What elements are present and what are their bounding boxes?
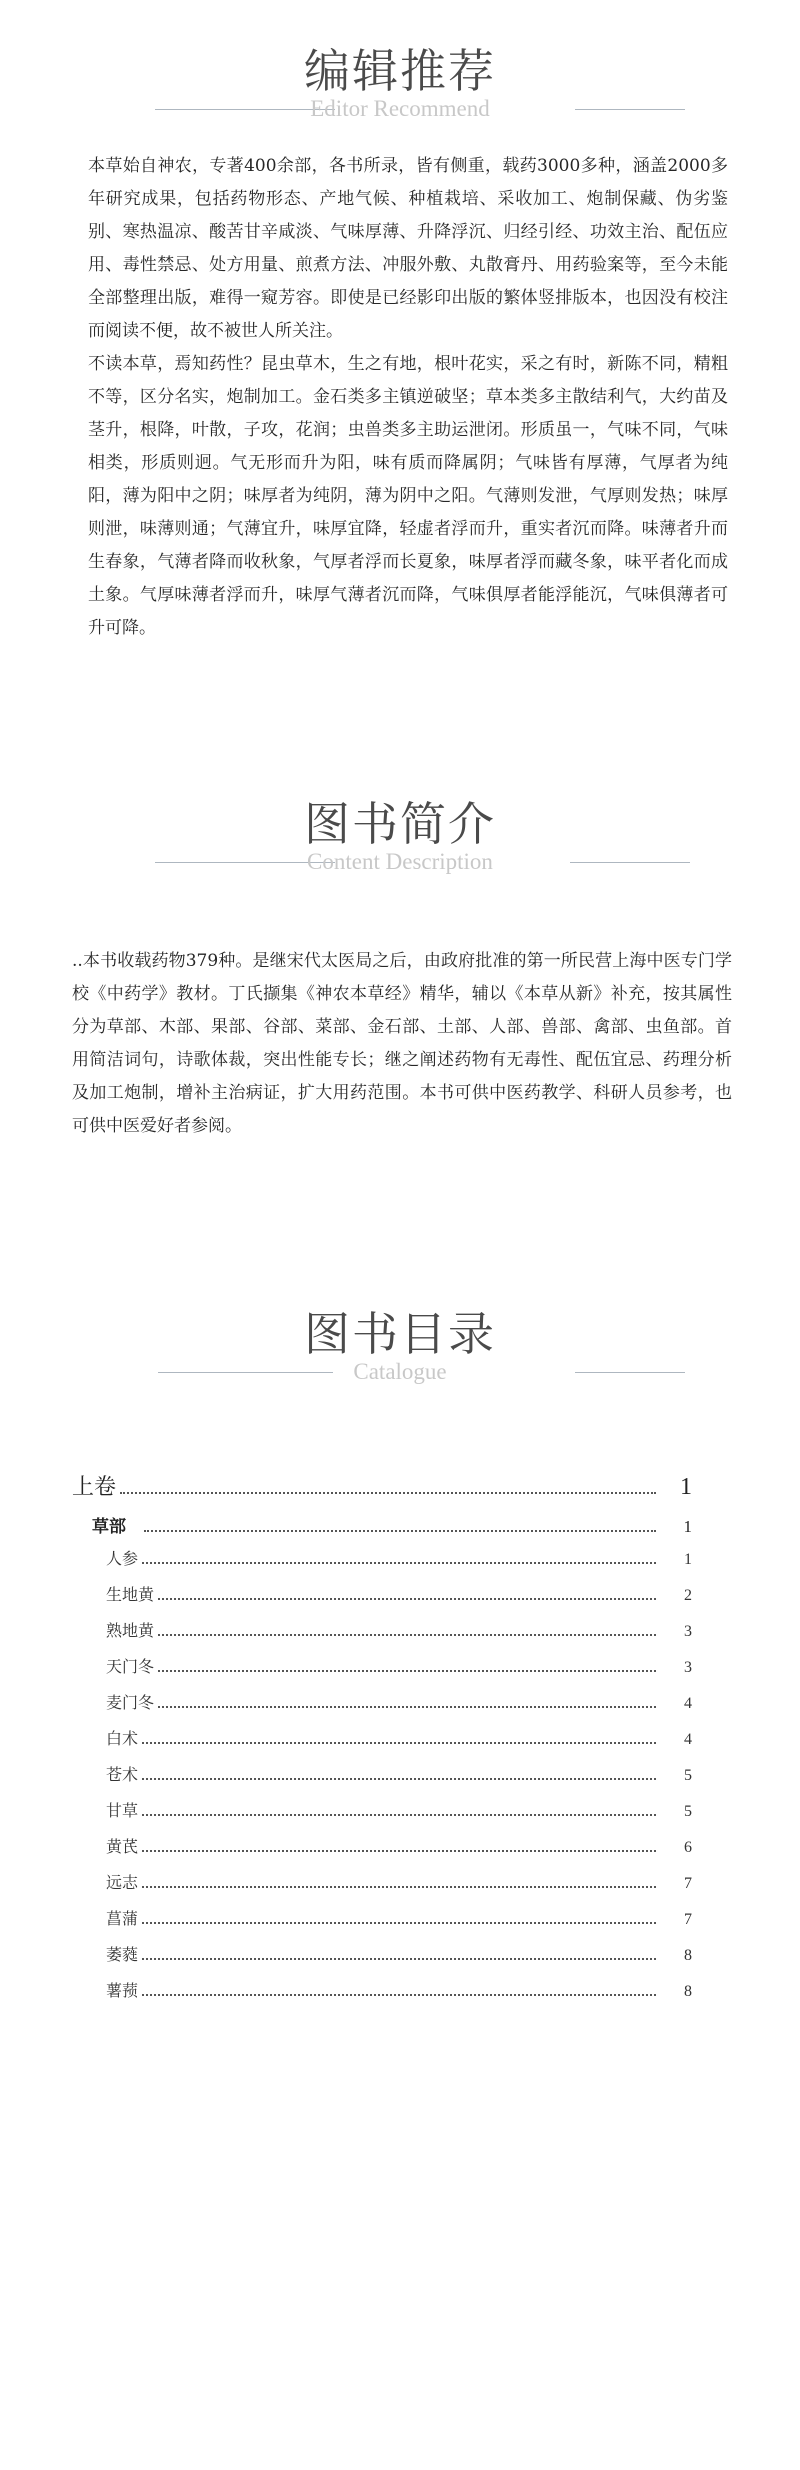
toc-label: 黄芪 — [106, 1837, 139, 1856]
toc-page-number: 1 — [680, 1474, 692, 1500]
paragraph: 本草始自神农，专著400余部，各书所录，皆有侧重，载药3000多种，涵盖2000多年研究成果，包括药物形态、产地气候、种植栽培、采收加工、炮制保藏、伪劣鉴别、寒热温凉、酸苦甘辛咸淡、气味厚薄、升降浮沉、归经引经、功效主治、配伍应用、毒性禁忌、处方用量、煎煮方法、冲服外敷、丸散膏丹、用药验案等，至今未能全部整理出版，难得一窥芳容。即使是已经影印出版的繁体竖排版本，也因没有校注而阅读不便，故不被世人所关注。 — [88, 156, 728, 341]
leader-dots — [142, 1777, 656, 1780]
toc-page-number: 8 — [684, 1947, 692, 1964]
toc-page-number: 4 — [684, 1695, 692, 1712]
toc-volume-entry[interactable] — [72, 1470, 692, 1512]
paragraph: 不读本草，焉知药性？昆虫草木，生之有地，根叶花实，采之有时，新陈不同，精粗不等，区分名实，炮制加工。金石类多主镇逆破坚；草本类多主散结利气，大约苗及茎升，根降，叶散，子攻，花润；虫兽类多主助运泄闭。形质虽一，气味不同，气味相类，形质则迥。气无形而升为阳，味有质而降属阴；气味皆有厚薄，气厚者为纯阳，薄为阳中之阴；味厚者为纯阴，薄为阴中之阳。气薄则发泄，气厚则发热；味厚则泄，味薄则通；气薄宜升，味厚宜降，轻虚者浮而升，重实者沉而降。味薄者升而生春象，气薄者降而收秋象，气厚者浮而长夏象，味厚者浮而藏冬象，味平者化而成土象。气厚味薄者浮而升，味厚气薄者沉而降，气味俱厚者能浮能沉，气味俱薄者可升可降。 — [88, 354, 728, 638]
toc-label: 麦门冬 — [106, 1693, 155, 1712]
leader-dots — [120, 1491, 656, 1494]
toc-page-number: 1 — [683, 1517, 692, 1536]
leader-dots — [142, 1561, 656, 1564]
leader-dots — [142, 1921, 656, 1924]
toc-page-number: 5 — [684, 1803, 692, 1820]
leader-dots — [158, 1633, 656, 1636]
toc-label: 远志 — [106, 1873, 139, 1892]
section-subtitle: Catalogue — [353, 1359, 447, 1384]
toc-label: 生地黄 — [106, 1585, 155, 1604]
leader-dots — [142, 1993, 656, 1996]
section-title: 图书目录 — [304, 1307, 496, 1361]
content-description-body — [72, 945, 732, 1143]
toc-item[interactable] — [72, 1690, 692, 1726]
toc-label: 萎蕤 — [106, 1945, 139, 1964]
leader-dots — [158, 1597, 656, 1600]
toc-page-number: 3 — [684, 1623, 692, 1640]
toc-label: 上卷 — [72, 1475, 117, 1500]
toc-item[interactable] — [72, 1906, 692, 1942]
toc-page-number: 5 — [684, 1767, 692, 1784]
toc-item[interactable] — [72, 1726, 692, 1762]
toc-label: 天门冬 — [106, 1657, 155, 1676]
toc-item[interactable] — [72, 1582, 692, 1618]
toc-item[interactable] — [72, 1762, 692, 1798]
toc-item[interactable] — [72, 1618, 692, 1654]
toc-item[interactable] — [72, 1834, 692, 1870]
section-title: 图书简介 — [304, 797, 496, 851]
toc-item[interactable] — [72, 1942, 692, 1978]
leader-dots — [158, 1669, 656, 1672]
section-subtitle: Editor Recommend — [310, 96, 490, 121]
section-subtitle: Content Description — [307, 849, 493, 874]
toc-item-list — [72, 1546, 692, 2014]
toc-label: 甘草 — [106, 1801, 139, 1820]
toc-section-entry[interactable] — [72, 1512, 692, 1546]
section-title: 编辑推荐 — [304, 44, 496, 98]
toc-label: 苍术 — [106, 1765, 139, 1784]
catalogue-header — [0, 1305, 800, 1395]
toc-page-number: 2 — [684, 1587, 692, 1604]
toc-item[interactable] — [72, 1978, 692, 2014]
toc-item[interactable] — [72, 1654, 692, 1690]
toc-page-number: 7 — [684, 1875, 692, 1892]
toc-label: 白术 — [106, 1729, 139, 1748]
paragraph: ..本书收载药物379种。是继宋代太医局之后，由政府批准的第一所民营上海中医专门学校《中药学》教材。丁氏撷集《神农本草经》精华，辅以《本草从新》补充，按其属性分为草部、木部、果部、谷部、菜部、金石部、土部、人部、兽部、禽部、虫鱼部。首用简洁词句，诗歌体裁，突出性能专长；继之阐述药物有无毒性、配伍宜忌、药理分析及加工炮制，增补主治病证，扩大用药范围。本书可供中医药教学、科研人员参考，也可供中医爱好者参阅。 — [72, 951, 732, 1136]
editor-recommend-header — [0, 42, 800, 132]
toc-label: 人参 — [106, 1549, 139, 1568]
leader-dots — [142, 1885, 656, 1888]
leader-dots — [144, 1529, 656, 1532]
leader-dots — [142, 1741, 656, 1744]
table-of-contents — [72, 1470, 692, 2014]
toc-label: 草部 — [92, 1517, 126, 1537]
toc-page-number: 3 — [684, 1659, 692, 1676]
leader-dots — [142, 1813, 656, 1816]
editor-recommend-body — [88, 150, 728, 645]
toc-label: 薯蓣 — [106, 1981, 139, 2000]
toc-item[interactable] — [72, 1546, 692, 1582]
toc-page-number: 1 — [684, 1551, 692, 1568]
toc-label: 菖蒲 — [106, 1909, 139, 1928]
leader-dots — [142, 1957, 656, 1960]
toc-page-number: 4 — [684, 1731, 692, 1748]
toc-item[interactable] — [72, 1798, 692, 1834]
toc-label: 熟地黄 — [106, 1621, 155, 1640]
toc-page-number: 8 — [684, 1983, 692, 2000]
content-description-header — [0, 795, 800, 885]
leader-dots — [158, 1705, 656, 1708]
toc-item[interactable] — [72, 1870, 692, 1906]
leader-dots — [142, 1849, 656, 1852]
toc-page-number: 6 — [684, 1839, 692, 1856]
toc-page-number: 7 — [684, 1911, 692, 1928]
